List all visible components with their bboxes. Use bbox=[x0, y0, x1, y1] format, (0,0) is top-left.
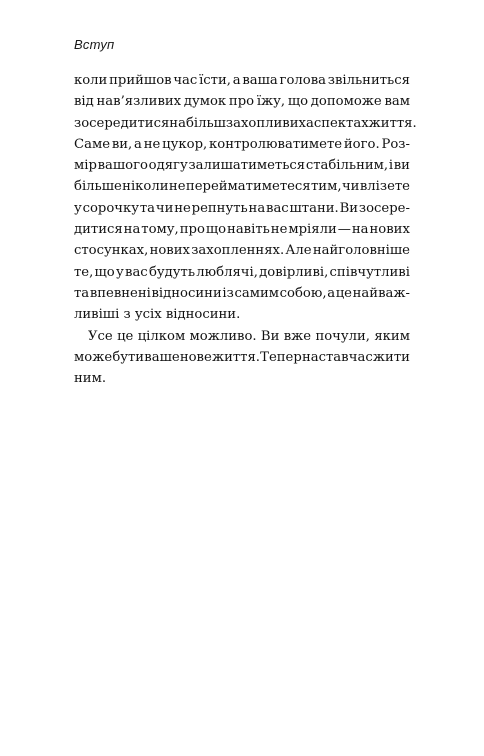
text-line: ливіші з усіх відносини. bbox=[74, 307, 241, 323]
running-header: Вступ bbox=[74, 37, 115, 52]
text-line: ним. bbox=[74, 371, 107, 387]
text-line: дитися на тому, про що навіть не мріяли — на нових bbox=[74, 222, 410, 238]
text-line: коли прийшов час їсти, а ваша голова звільниться bbox=[74, 73, 410, 88]
text-line: та впевнені відносини із самим собою, а це найваж- bbox=[74, 285, 410, 301]
text-line: може бути ваше нове життя. Тепер настав час жити bbox=[74, 349, 410, 365]
text-line: Саме ви, а не цукор, контролюватимете його. Роз- bbox=[74, 136, 410, 152]
text-line: Усе це цілком можливо. Ви вже почули, яким bbox=[88, 328, 410, 344]
text-line: те, що у вас будуть люблячі, довірливі, співчутливі bbox=[74, 264, 410, 280]
text-line: у сорочку та чи не репнуть на вас штани. Ви зосере- bbox=[74, 200, 410, 216]
text-line: більше ніколи не перейматиметеся тим, чи влізете bbox=[74, 179, 410, 195]
text-line: стосунках, нових захопленнях. Але найголовніше bbox=[74, 243, 410, 259]
text-line: зосередитися на більш захопливих аспектах життя. bbox=[74, 115, 417, 131]
text-line: від нав’язливих думок про їжу, що допоможе вам bbox=[74, 94, 410, 110]
body-text bbox=[74, 70, 417, 389]
text-line: мір вашого одягу залишатиметься стабільним, і ви bbox=[74, 158, 410, 174]
